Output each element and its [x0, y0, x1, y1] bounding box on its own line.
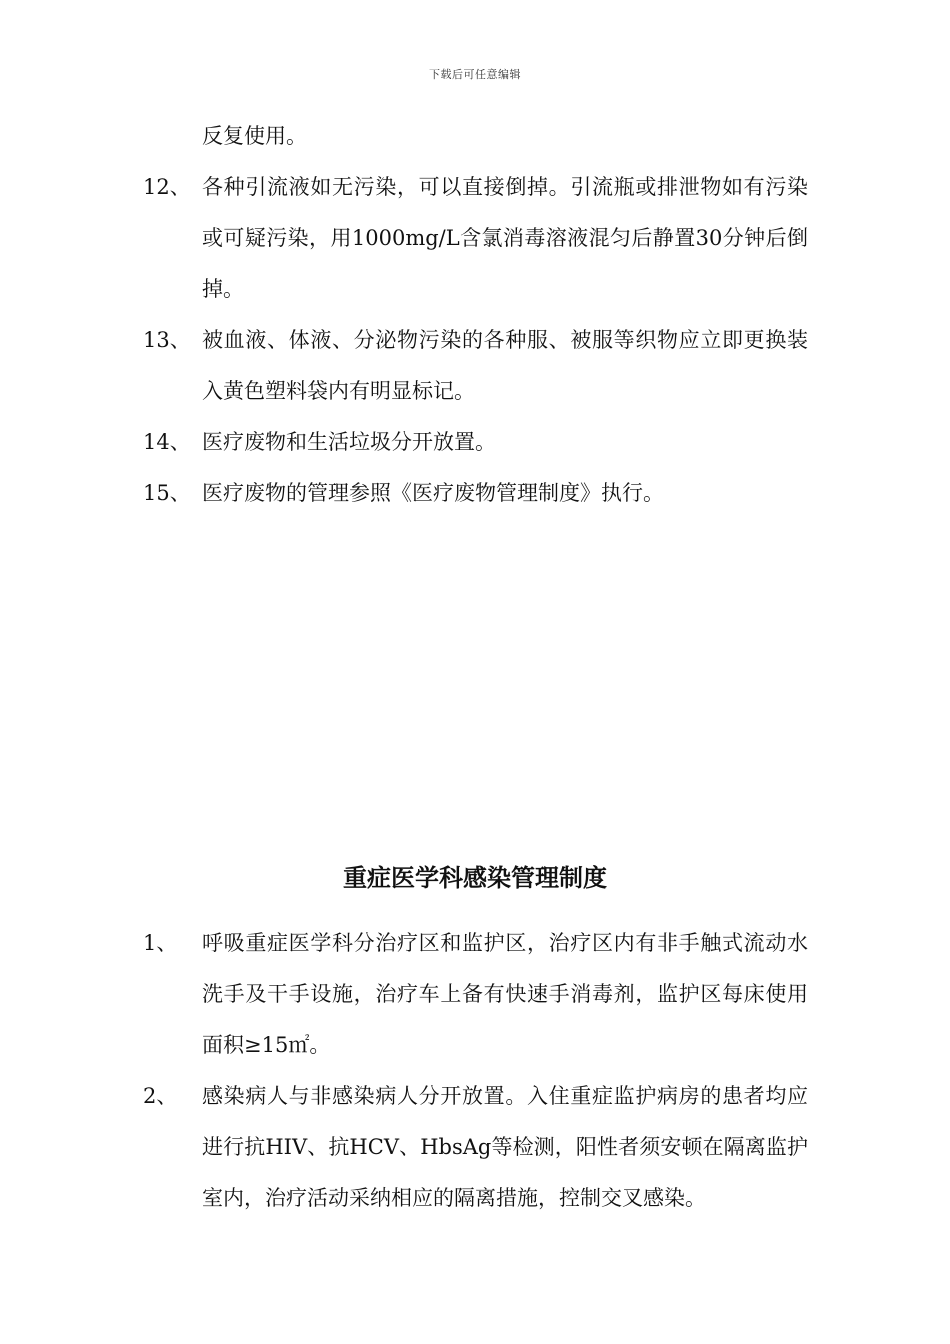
- list-item: [143, 162, 808, 315]
- item-text: 医疗废物的管理参照《医疗废物管理制度》执行。: [202, 481, 664, 505]
- item-number: 1、: [143, 931, 178, 955]
- item-text: 被血液、体液、分泌物污染的各种服、被服等织物应立即更换装入黄色塑料袋内有明显标记。: [202, 328, 808, 403]
- item-number: 14、: [143, 430, 191, 454]
- section-2: [143, 918, 808, 1224]
- item-text: 医疗废物和生活垃圾分开放置。: [202, 430, 496, 454]
- continuation-paragraph: 反复使用。: [202, 124, 307, 148]
- list-item: [143, 417, 808, 468]
- item-text: 呼吸重症医学科分治疗区和监护区，治疗区内有非手触式流动水洗手及干手设施，治疗车上备有快速手消毒剂，监护区每床使用面积≥15㎡。: [202, 931, 808, 1057]
- section-title: 重症医学科感染管理制度: [343, 863, 607, 892]
- item-number: 12、: [143, 175, 191, 199]
- item-number: 13、: [143, 328, 191, 352]
- list-item: [143, 468, 808, 519]
- list-item: [143, 918, 808, 1071]
- list-item: [143, 315, 808, 417]
- page-header: 下载后可任意编辑: [429, 68, 521, 81]
- list-item: [143, 1071, 808, 1224]
- section-1: [143, 111, 808, 519]
- item-text: 感染病人与非感染病人分开放置。入住重症监护病房的患者均应进行抗HIV、抗HCV、HbsAg等检测，阳性者须安顿在隔离监护室内，治疗活动采纳相应的隔离措施，控制交叉感染。: [202, 1084, 808, 1210]
- item-text: 各种引流液如无污染，可以直接倒掉。引流瓶或排泄物如有污染或可疑污染，用1000mg/L含氯消毒溶液混匀后静置30分钟后倒掉。: [202, 175, 808, 301]
- item-number: 15、: [143, 481, 191, 505]
- item-number: 2、: [143, 1084, 178, 1108]
